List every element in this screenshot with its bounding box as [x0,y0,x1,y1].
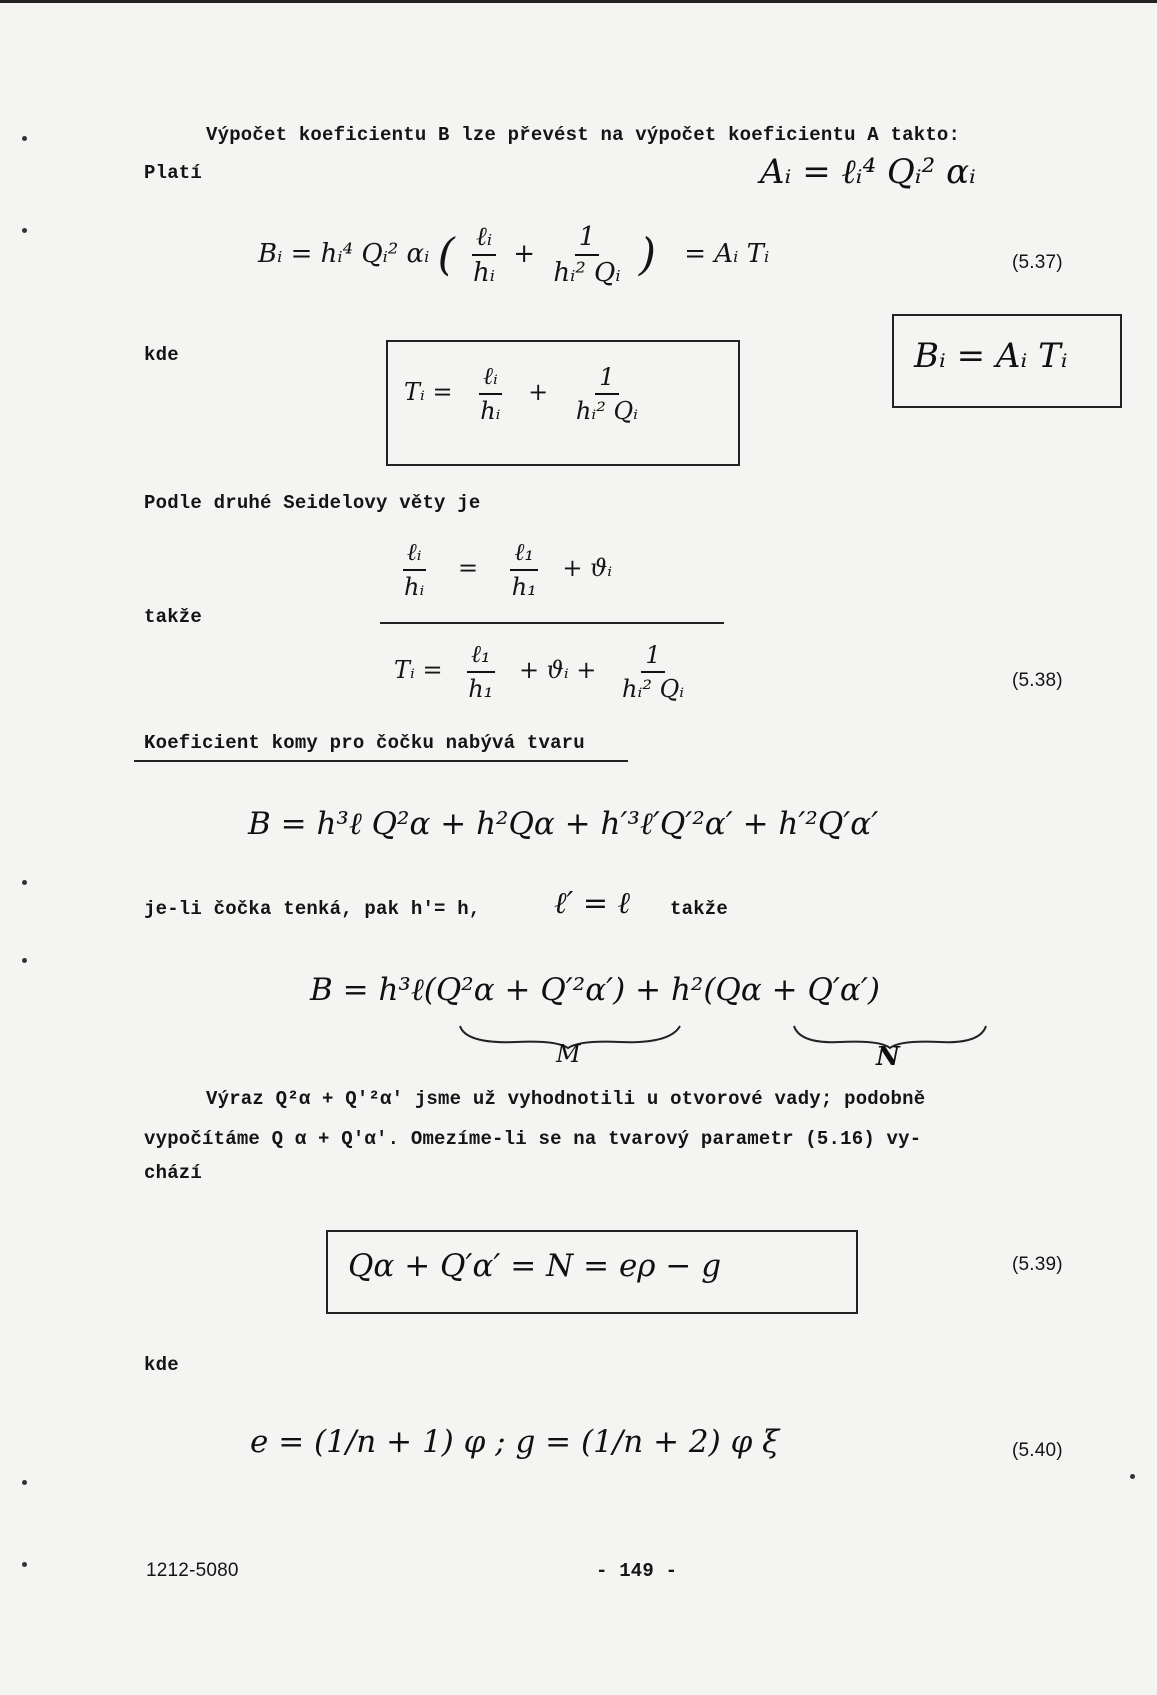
eqT-fraction-1: $\frac{\text{ℓᵢ}}{\text{hᵢ}}$ [480,362,501,425]
eq538-lhs: Tᵢ = [394,656,443,684]
margin-dot [22,228,27,233]
koeficient-underline [134,760,628,762]
brace-N-label: N [876,1042,900,1072]
eq-number-5-39: (5.39) [1012,1254,1063,1275]
podle-line: Podle druhé Seidelovy věty je [144,492,481,514]
eqT-plus: + [528,378,549,406]
eq-number-5-38: (5.38) [1012,670,1063,691]
equation-seidel [394,538,612,601]
footer-page-number: - 149 - [596,1560,678,1582]
vyraz-line-1: Výraz Q²α + Q′²α′ jsme už vyhodnotili u otvorové vady; podobně [206,1088,926,1110]
equation-5-40: e = (1/n + 1) φ ; g = (1/n + 2) φ ξ [250,1424,780,1460]
eqT-fraction-2: $\frac{1}{\text{hᵢ² Qᵢ}}$ [575,362,638,425]
brace-M-label: M [556,1040,581,1068]
equation-5-39: Qα + Q′α′ = N = eρ − g [348,1248,722,1284]
intro-line: Výpočet koeficientu B lze převést na výpočet koeficientu A takto: [206,124,961,146]
equation-5-38 [394,640,694,703]
equation-T [404,362,648,425]
margin-dot [22,958,27,963]
close-paren: ) [638,229,657,281]
seidel-equals: = [457,554,479,582]
koeficient-heading: Koeficient komy pro čočku nabývá tvaru [144,732,585,754]
footer-code: 1212-5080 [146,1560,239,1581]
vyraz-line-2: vypočítáme Q α + Q′α′. Omezíme-li se na tvarový parametr (5.16) vy- [144,1128,922,1150]
eq538-fraction-1: $\frac{\text{ℓ₁}}{\text{h₁}}$ [468,640,494,703]
eq537-rhs: = Aᵢ Tᵢ [684,239,770,269]
equation-B-thin: B = h³ℓ(Q²α + Q′²α′) + h²(Qα + Q′α′) [310,972,880,1008]
handwritten-B-formula: Bᵢ = Aᵢ Tᵢ [914,336,1068,376]
equation-5-37 [258,222,769,288]
eq538-fraction-2: $\frac{1}{\text{hᵢ² Qᵢ}}$ [622,640,685,703]
eq537-fraction-2: $\frac{1}{\text{hᵢ² Qᵢ}}$ [553,222,621,288]
seidel-fraction-1: $\frac{\text{ℓᵢ}}{\text{hᵢ}}$ [404,538,425,601]
jeli-takze: takže [670,898,729,920]
eq537-fraction-1: $\frac{\text{ℓᵢ}}{\text{hᵢ}}$ [473,222,496,288]
margin-dot [22,136,27,141]
equation-B-full: B = h³ℓ Q²α + h²Qα + h′³ℓ′Q′²α′ + h′²Q′α′ [248,806,879,842]
jeli-handwritten: ℓ′ = ℓ [554,886,631,921]
seidel-fraction-2: $\frac{\text{ℓ₁}}{\text{h₁}}$ [511,538,537,601]
top-edge-line [0,0,1157,3]
handwritten-A-formula: Aᵢ = ℓᵢ⁴ Qᵢ² αᵢ [760,152,976,192]
eq538-mid: + ϑᵢ + [518,656,597,684]
kde-label-1: kde [144,344,179,366]
vyraz-line-3: chází [144,1162,203,1184]
kde-label-2: kde [144,1354,179,1376]
eq-number-5-40: (5.40) [1012,1440,1063,1461]
seidel-underline [380,622,724,624]
eqT-lhs: Tᵢ = [404,378,453,406]
open-paren: ( [437,229,455,281]
margin-dot [1130,1474,1135,1479]
takze-label: takže [144,606,203,628]
margin-dot [22,1480,27,1485]
plus-sign: + [513,239,536,269]
margin-dot [22,880,27,885]
eq-number-5-37: (5.37) [1012,252,1063,273]
plati-label: Platí [144,162,203,184]
seidel-rest: + ϑᵢ [562,554,613,582]
margin-dot [22,1562,27,1567]
jeli-line: je-li čočka tenká, pak h′= h, [144,898,481,920]
eq537-lhs: Bᵢ = hᵢ⁴ Qᵢ² αᵢ [258,239,430,269]
